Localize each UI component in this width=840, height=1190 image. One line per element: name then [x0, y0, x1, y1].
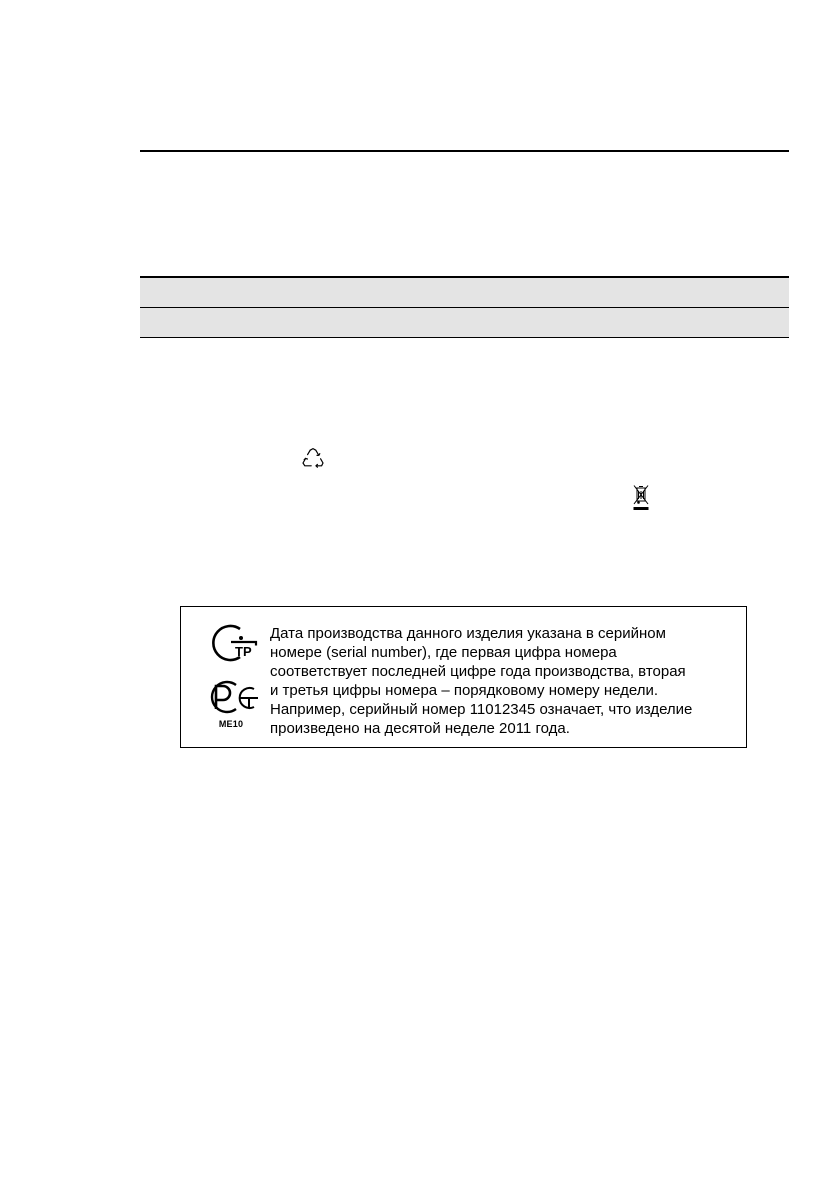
info-text-line: Дата производства данного изделия указана в серийном — [270, 625, 666, 642]
info-text-line: произведено на десятой неделе 2011 года. — [270, 720, 570, 737]
table-row — [140, 308, 789, 338]
production-date-text — [270, 624, 740, 738]
table-row — [140, 277, 789, 308]
crossed-out-wheelie-bin-icon — [630, 484, 652, 512]
top-rule — [140, 150, 789, 152]
recycle-icon — [300, 446, 326, 472]
table-cell — [140, 308, 789, 338]
eac-ctp-mark-icon — [202, 622, 260, 664]
production-date-info-box — [180, 606, 747, 748]
svg-text:ТР: ТР — [235, 644, 252, 659]
info-text-line: Например, серийный номер 11012345 означает, что изделие — [270, 701, 693, 718]
pct-mark-icon — [202, 679, 260, 715]
table-cell — [140, 277, 789, 308]
mark-code-label: ME10 — [218, 719, 244, 729]
info-text-line: номере (serial number), где первая цифра номера — [270, 644, 617, 661]
info-text-line: соответствует последней цифре года производства, вторая — [270, 663, 686, 680]
info-text-line: и третья цифры номера – порядковому номеру недели. — [270, 682, 659, 699]
shaded-table — [140, 276, 789, 338]
